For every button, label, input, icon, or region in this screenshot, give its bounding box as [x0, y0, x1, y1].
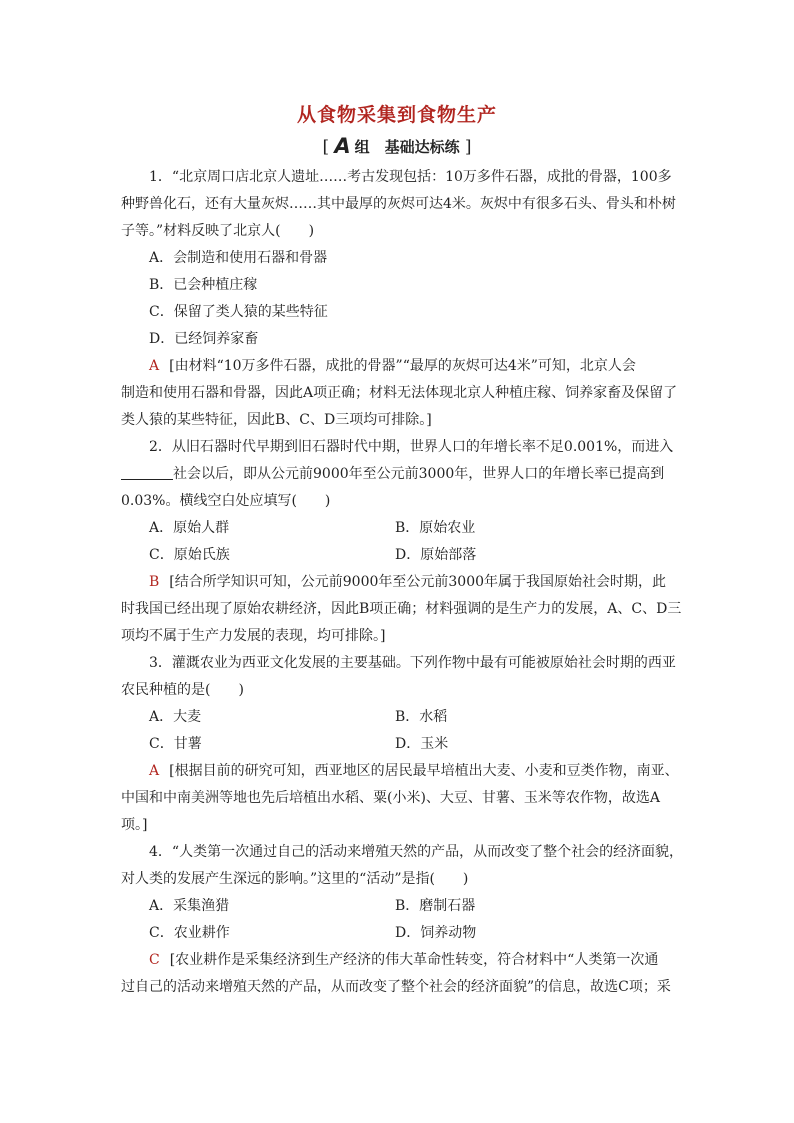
q2-answer: B [149, 574, 160, 590]
q3-option-b: B．水稻 [395, 709, 448, 725]
document-title: 从食物采集到食物生产 [296, 104, 497, 126]
q1-explanation-line-2: 制造和使用石器和骨器，因此A项正确；材料无法体现北京人种植庄稼、饲养家畜及保留了 [121, 385, 678, 401]
q1-option-a: A．会制造和使用石器和骨器 [149, 250, 328, 266]
q1-explanation-line-1 [121, 353, 677, 380]
q2-stem-line-2-text: 社会以后，即从公元前9000年至公元前3000年，世界人口的年增长率已提高到 [173, 466, 665, 482]
q1-option-d: D．已经饲养家畜 [149, 331, 259, 347]
q2-option-a: A．原始人群 [149, 520, 230, 536]
q3-explanation-line-2: 中国和中南美洲等地也先后培植出水稻、粟(小米)、大豆、甘薯、玉米等农作物，故选A [121, 790, 661, 806]
q4-options-row-2 [121, 920, 677, 947]
q2-explanation-line-2: 时我国已经出现了原始农耕经济，因此B项正确；材料强调的是生产力的发展，A、C、D三 [121, 601, 682, 617]
q1-explanation-line-3: 类人猿的某些特征，因此B、C、D三项均可排除。] [121, 412, 432, 428]
q4-option-a: A．采集渔猎 [149, 898, 230, 914]
q3-options-row-1 [121, 704, 677, 731]
q3-option-c: C．甘薯 [149, 736, 202, 752]
q2-explanation-line-1 [121, 569, 677, 596]
q3-option-d: D．玉米 [395, 736, 449, 752]
group-open-bracket: [ [322, 137, 330, 157]
q2-stem-line-3: 0.03%。横线空白处应填写( ) [121, 493, 331, 509]
q2-stem-line-1: 2．从旧石器时代早期到旧石器时代中期，世界人口的年增长率不足0.001%，而进入 [149, 439, 674, 455]
q2-options-row-2 [121, 542, 677, 569]
q2-fill-blank [121, 465, 173, 480]
q4-explanation-line-2: 过自己的活动来增殖天然的产品，从而改变了整个社会的经济面貌”的信息，故选C项；采 [121, 979, 671, 995]
q1-stem-line-1: 1．“北京周口店北京人遗址……考古发现包括：10万多件石器，成批的骨器，100多 [149, 169, 672, 185]
q4-stem-line-2: 对人类的发展产生深远的影响。”这里的“活动”是指( ) [121, 871, 469, 887]
q2-stem-line-2 [121, 461, 677, 488]
question-list [121, 164, 684, 1001]
q4-options-row-1 [121, 893, 677, 920]
q2-option-b: B．原始农业 [395, 520, 476, 536]
q1-answer: A [149, 358, 160, 374]
q1-stem-line-3: 子等。”材料反映了北京人( ) [121, 223, 315, 239]
q4-answer: C [149, 952, 160, 968]
group-close-bracket: ] [464, 137, 472, 157]
q1-stem-line-2: 种野兽化石，还有大量灰烬……其中最厚的灰烬可达4米。灰烬中有很多石头、骨头和朴树 [121, 196, 676, 212]
group-letter: A [334, 134, 351, 158]
q2-option-d: D．原始部落 [395, 547, 477, 563]
q3-stem-line-2: 农民种植的是( ) [121, 682, 244, 698]
q3-explanation-line-3: 项。] [121, 817, 148, 833]
q4-explanation-text-1: [农业耕作是采集经济到生产经济的伟大革命性转变，符合材料中“人类第一次通 [169, 952, 659, 968]
q3-option-a: A．大麦 [149, 709, 202, 725]
q3-explanation-text-1: [根据目前的研究可知，西亚地区的居民最早培植出大麦、小麦和豆类作物，南亚、 [169, 763, 679, 779]
q1-option-c: C．保留了类人猿的某些特征 [149, 304, 328, 320]
q1-explanation-text-1: [由材料“10万多件石器，成批的骨器”“最厚的灰烬可达4米”可知，北京人会 [169, 358, 636, 374]
q4-option-d: D．饲养动物 [395, 925, 477, 941]
q2-explanation-text-1: [结合所学知识可知，公元前9000年至公元前3000年属于我国原始社会时期，此 [169, 574, 667, 590]
q2-options-row-1 [121, 515, 677, 542]
q4-stem-line-1: 4．“人类第一次通过自己的活动来增殖天然的产品，从而改变了整个社会的经济面貌， [149, 844, 684, 860]
group-label: 组 基础达标练 [354, 138, 460, 156]
q4-option-b: B．磨制石器 [395, 898, 476, 914]
q1-option-b: B．已会种植庄稼 [149, 277, 258, 293]
q3-options-row-2 [121, 731, 677, 758]
group-heading [0, 134, 794, 158]
q4-option-c: C．农业耕作 [149, 925, 230, 941]
q2-option-c: C．原始氏族 [149, 547, 230, 563]
q3-explanation-line-1 [121, 758, 677, 785]
q4-explanation-line-1 [121, 947, 677, 974]
q3-answer: A [149, 763, 160, 779]
q2-explanation-line-3: 项均不属于生产力发展的表现，均可排除。] [121, 628, 386, 644]
q3-stem-line-1: 3．灌溉农业为西亚文化发展的主要基础。下列作物中最有可能被原始社会时期的西亚 [149, 655, 676, 671]
